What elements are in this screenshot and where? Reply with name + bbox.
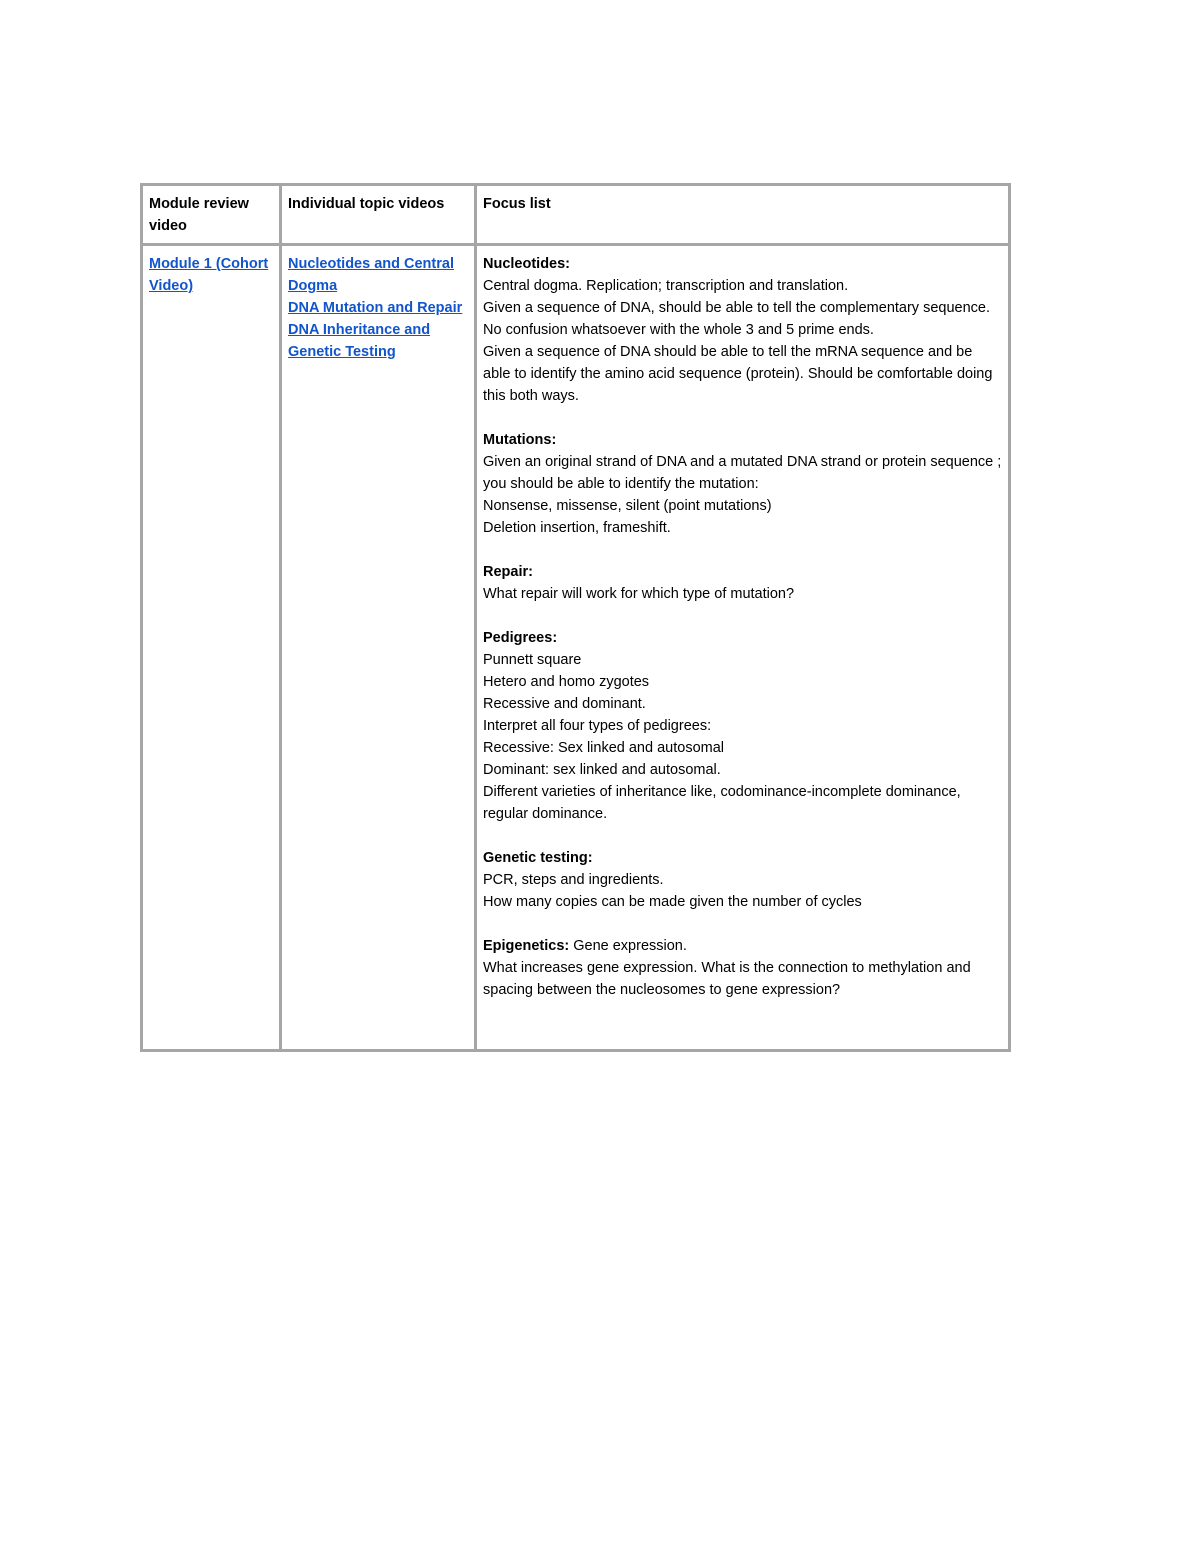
focus-section-genetic-testing [483,847,1002,913]
dna-mutation-repair-link[interactable]: DNA Mutation and Repair [288,300,463,316]
epigenetics-heading-line [483,935,1002,957]
focus-line: Given an original strand of DNA and a mutated DNA strand or protein sequence ; you should be able to identify the mutation: [483,454,1002,492]
focus-line: Central dogma. Replication; transcription and translation. [483,278,849,294]
focus-section-nucleotides [483,253,1002,407]
dna-inheritance-genetic-testing-link[interactable]: DNA Inheritance and Genetic Testing [288,322,431,360]
focus-line: Deletion insertion, frameshift. [483,520,671,536]
nucleotides-central-dogma-link[interactable]: Nucleotides and Central Dogma [288,256,454,294]
focus-line: Nonsense, missense, silent (point mutations) [483,498,772,514]
section-title: Nucleotides: [483,256,571,272]
focus-section-repair [483,561,1002,605]
focus-line: Recessive: Sex linked and autosomal [483,740,724,756]
section-title: Genetic testing: [483,850,593,866]
table-row [142,245,1010,1051]
header-individual-topic-videos: Individual topic videos [281,185,476,245]
topic-videos-cell [281,245,476,1051]
review-table [140,183,1011,1052]
focus-line: What increases gene expression. What is the connection to methylation and spacing between the nucleosomes to gene expression? [483,960,971,998]
header-module-review-video: Module review video [142,185,281,245]
section-title: Epigenetics: [483,938,570,954]
focus-line: PCR, steps and ingredients. [483,872,664,888]
focus-line: Hetero and homo zygotes [483,674,650,690]
table-header-row [142,185,1010,245]
focus-line: Given a sequence of DNA, should be able to tell the complementary sequence. [483,300,990,316]
focus-line: Dominant: sex linked and autosomal. [483,762,721,778]
header-focus-list: Focus list [476,185,1010,245]
module-1-cohort-video-link[interactable]: Module 1 (Cohort Video) [149,256,269,294]
section-title: Mutations: [483,432,557,448]
focus-section-epigenetics [483,935,1002,1001]
focus-section-mutations [483,429,1002,539]
section-title: Repair: [483,564,533,580]
focus-section-pedigrees [483,627,1002,825]
focus-list-cell [476,245,1010,1051]
epigenetics-inline-text: Gene expression. [569,938,687,954]
focus-line: Different varieties of inheritance like, codominance-incomplete dominance, regular dominance. [483,784,961,822]
focus-line: What repair will work for which type of mutation? [483,586,795,602]
focus-line: Recessive and dominant. [483,696,646,712]
focus-line: How many copies can be made given the number of cycles [483,894,862,910]
module-video-cell [142,245,281,1051]
section-title: Pedigrees: [483,630,558,646]
focus-line: Interpret all four types of pedigrees: [483,718,712,734]
focus-line: Punnett square [483,652,582,668]
focus-line: No confusion whatsoever with the whole 3 and 5 prime ends. [483,322,874,338]
focus-line: Given a sequence of DNA should be able to tell the mRNA sequence and be able to identify the amino acid sequence (protein). Should be comfortable doing this both ways. [483,344,993,404]
